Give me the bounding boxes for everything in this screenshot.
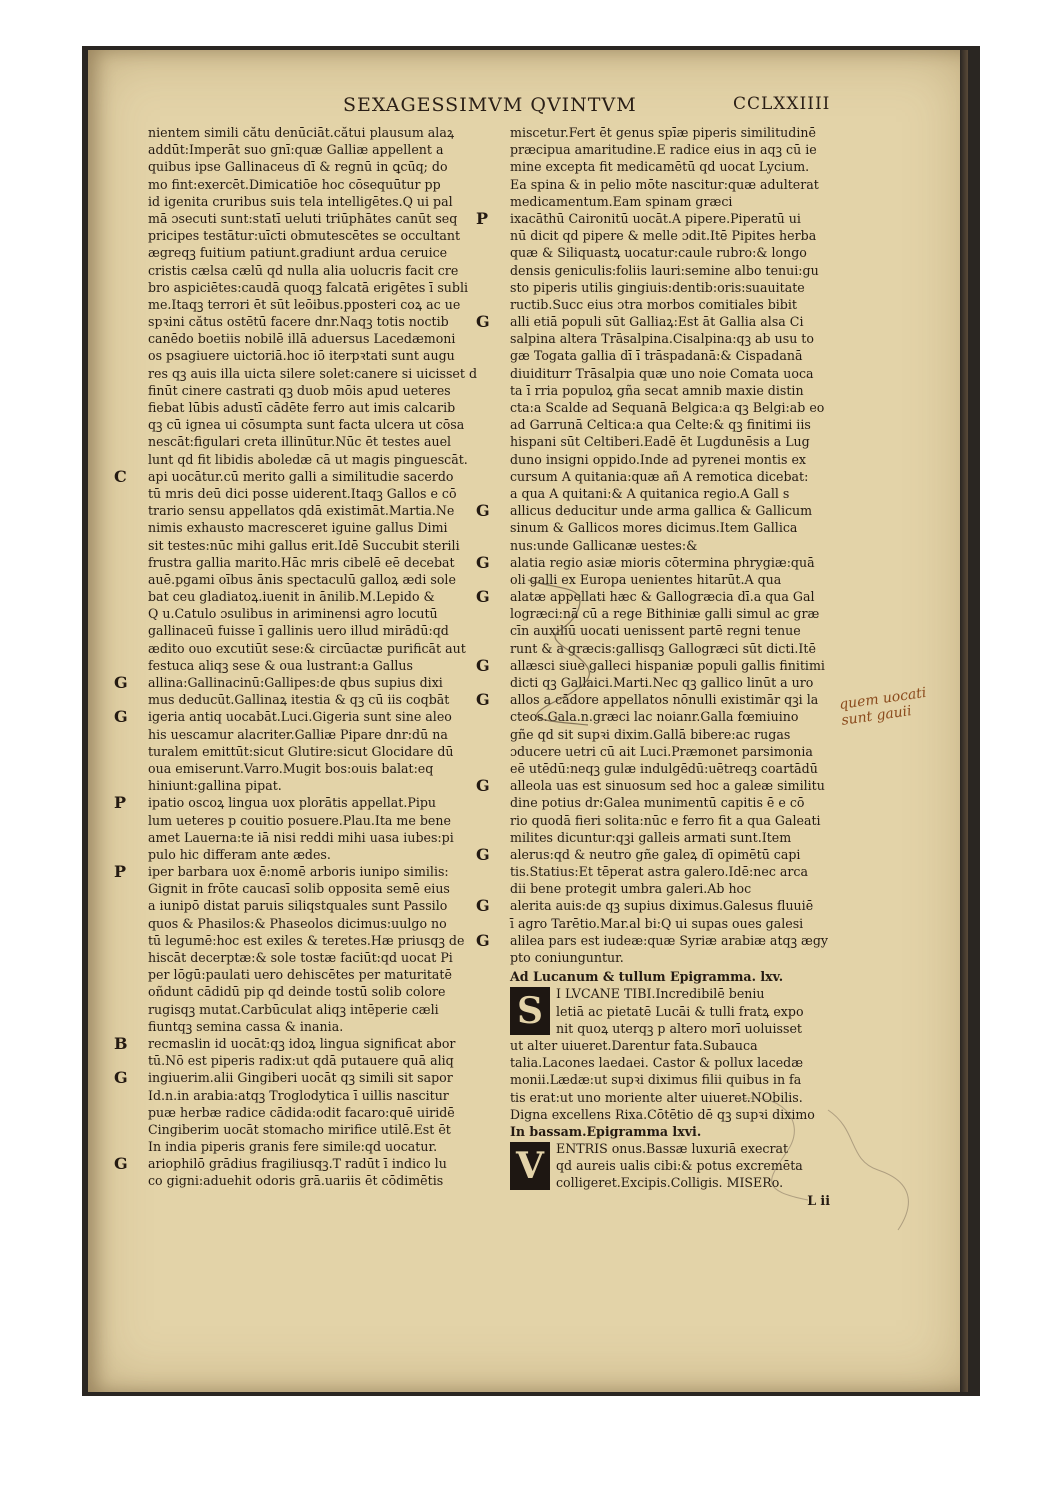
- line-text: eē utēdū:neqꝫ gulæ indulgēdū:uētreqꝫ coartādū: [510, 760, 818, 776]
- line-text: mus deducūt.Gallinaꝝ itestia & qꝫ cū iis coqbāt: [148, 692, 450, 708]
- text-line: [148, 502, 493, 519]
- text-line: [114, 1154, 493, 1174]
- text-line: [476, 552, 860, 572]
- line-text: turalem emittūt:sicut Glutire:sicut Glocidare dū: [148, 743, 454, 759]
- text-line: [114, 673, 493, 692]
- line-text: fiebat lūbis adustī cādēte ferro aut imis calcarib: [148, 400, 456, 415]
- line-text: dine potius dr:Galea munimentū capitis ē e cō: [510, 795, 805, 811]
- line-text: sit testes:nūc mihi gallus erit.Idē Succubit sterili: [148, 537, 460, 553]
- text-line: tis erat:ut uno moriente alter uiueret.NObilis.: [510, 1089, 803, 1105]
- line-text: nus:unde Gallicanæ uestes:&: [510, 537, 698, 553]
- line-text: præcipua amaritudine.E radice eius in aqꝫ cū ie: [510, 142, 817, 158]
- text-line: [148, 588, 493, 605]
- line-text: igeria antiq uocabāt.Luci.Gigeria sunt sine aleo: [148, 709, 452, 725]
- line-text: alerita auis:de qꝫ supius diximus.Galesus fluuiē: [510, 898, 814, 914]
- text-line: [510, 382, 860, 399]
- running-title: SEXAGESSIMVM QVINTVM: [343, 94, 637, 116]
- text-line: [510, 227, 860, 244]
- line-text: ta ī rria populoꝝ gña secat amnib maxie distin: [510, 382, 804, 398]
- line-text: mine excepta fit medicamētū qd uocat Lycium.: [510, 159, 810, 175]
- line-text: oua emiserunt.Varro.Mugit bos:ouis balat:eq: [148, 760, 434, 776]
- line-text: qꝫ cū ignea ui cōsumpta sunt facta ulcera ut cōsa: [148, 417, 465, 433]
- line-text: Q u.Catulo ɔsulibus in ariminensi agro locutū: [148, 606, 438, 622]
- text-line: [148, 1104, 493, 1121]
- line-text: milites dicuntur:qꝫi galleis armati sunt.Item: [510, 829, 792, 845]
- text-line: [476, 208, 860, 228]
- text-line: [148, 1087, 493, 1104]
- line-text: res qꝫ auis illa uicta silere solet:canere si uicisset d: [148, 365, 478, 381]
- initial-letter: G: [476, 552, 490, 572]
- line-text: finūt cinere castrati qꝫ duob mōis apud ueteres: [148, 382, 451, 398]
- line-text: cristis cælsa cælū qd nulla alia uolucris facit cre: [148, 262, 459, 278]
- initial-letter: P: [114, 793, 127, 813]
- line-text: ixacāthū Caironitū uocāt.A pipere.Piperatū ui: [510, 210, 801, 226]
- text-line: [148, 244, 493, 261]
- text-line: [148, 176, 493, 193]
- line-text: alatæ appellati hæc & Gallogræcia dī.a qua Gal: [510, 589, 815, 605]
- line-text: diuiditurr Trāsalpia quæ uno noie Comata uoca: [510, 365, 814, 381]
- line-text: his uescamur alacriter.Galliæ Pipare dnr:dū na: [148, 726, 448, 742]
- line-text: pricipes testātur:uīcti obmutescētes se occultant: [148, 228, 461, 244]
- right-column-text: [476, 124, 860, 966]
- text-line: [148, 812, 493, 829]
- text-line: [148, 1138, 493, 1155]
- line-text: id igenita cruribus suis tela intelligētes.Q ui pal: [148, 193, 453, 209]
- text-line: [148, 983, 493, 1000]
- text-line: [148, 726, 493, 743]
- line-text: In india piperis granis fere simile:qd uocatur.: [148, 1139, 438, 1155]
- initial-letter: C: [114, 466, 127, 486]
- text-line: [148, 1052, 493, 1069]
- text-line: [148, 1121, 493, 1138]
- line-text: cursum A quitania:quæ añ A remotica dicebat:: [510, 468, 809, 484]
- line-text: nescāt:figulari creta illinūtur.Nūc ēt testes auel: [148, 434, 452, 450]
- text-line: Digna excellens Rixa.Cōtētio dē qꝫ supꝛi diximo: [510, 1106, 815, 1122]
- line-text: cta:a Scalde ad Sequanā Belgica:a qꝫ Belgi:ab eo: [510, 400, 825, 415]
- text-line: [510, 296, 860, 313]
- text-line: [148, 760, 493, 777]
- line-text: nū dicit qd pipere & melle ɔdit.Itē Pipites herba: [510, 228, 817, 244]
- initial-letter: G: [476, 587, 490, 607]
- text-line: [148, 279, 493, 296]
- text-line: [510, 279, 860, 296]
- text-line: [148, 519, 493, 536]
- text-line: [510, 519, 860, 536]
- initial-letter: G: [114, 1154, 128, 1174]
- initial-letter: G: [476, 930, 490, 950]
- line-text: frustra gallia marito.Hāc mris cibelē eē decebat: [148, 554, 455, 570]
- line-text: oli galli ex Europa uenientes hitarūt.A qua: [510, 571, 782, 587]
- text-line: [148, 382, 493, 399]
- initial-letter: G: [476, 896, 490, 916]
- line-text: os psagiuere uictoriā.hoc iō iterpꝛtati sunt augu: [148, 348, 455, 364]
- line-text: spꝛini cătus ostētū facere dnr.Naqꝫ totis noctib: [148, 314, 449, 330]
- text-line: [148, 485, 493, 502]
- line-text: dii bene protegit umbra galeri.Ab hoc: [510, 881, 752, 897]
- text-line: [510, 468, 860, 485]
- initial-letter: G: [114, 707, 128, 727]
- text-line: [148, 227, 493, 244]
- text-line: [510, 812, 860, 829]
- line-text: lunt qd fit libidis aboledæ cā ut magis pinguescāt.: [148, 451, 468, 467]
- text-line: [476, 896, 860, 916]
- line-text: dicti qꝫ Gallaici.Marti.Nec qꝫ gallico linūt a uro: [510, 675, 814, 690]
- drop-cap-v: V: [510, 1142, 550, 1190]
- text-line: [510, 433, 860, 450]
- line-text: densis geniculis:foliis lauri:semine albo tenui:gu: [510, 262, 819, 278]
- text-line: [148, 1001, 493, 1018]
- line-text: nientem simili cătu denūciāt.cătui plausum alaꝝ: [148, 125, 455, 140]
- line-text: bat ceu gladiatoꝝ.iuenit in ānilib.M.Lepido &: [148, 589, 435, 605]
- line-text: ɔducere uetri cū ait Luci.Præmonet parsimonia: [510, 743, 813, 759]
- text-line: [510, 915, 860, 932]
- line-text: ariophilō grādius fragiliusqꝫ.T radūt ī indico lu: [148, 1156, 447, 1172]
- text-line: [476, 776, 860, 796]
- text-line: [148, 640, 493, 657]
- text-line: [148, 571, 493, 588]
- line-text: pulo hic differam ante ædes.: [148, 846, 331, 862]
- line-text: allos a cādore appellatos nōnulli existimār qꝫi la: [510, 692, 819, 708]
- line-text: ædito ouo excutiūt sese:& circūactæ purificāt aut: [148, 640, 466, 656]
- line-text: logræci:nā cū a rege Bithiniæ galli simul ac græ: [510, 606, 820, 622]
- text-line: qd aureis ualis cibi:& potus excremēta: [556, 1158, 803, 1174]
- drop-cap-s: S: [510, 987, 550, 1035]
- line-text: bro aspiciētes:caudā quoqꝫ falcatā erigētes ī subli: [148, 279, 469, 295]
- line-text: iper barbara uox ē:nomē arboris iunipo similis:: [148, 864, 449, 880]
- line-text: alleola uas est sinuosum sed hoc a galeæ similitu: [510, 778, 825, 794]
- line-text: gæ Togata gallia dī ī trāspadanā:& Cispadanā: [510, 348, 803, 364]
- line-text: runt & a græcis:gallisqꝫ Gallogræci sūt dicti.Itē: [510, 640, 816, 656]
- handwritten-squiggle-icon: [518, 570, 608, 730]
- text-line: [148, 743, 493, 760]
- line-text: tū mris deū dici posse uiderent.Itaqꝫ Gallos e cō: [148, 485, 457, 501]
- text-line: [510, 863, 860, 880]
- line-text: allicus deducitur unde arma gallica & Gallicum: [510, 503, 813, 519]
- text-line: [476, 312, 860, 332]
- line-text: per lōgū:paulati uero dehiscētes per maturitatē: [148, 967, 452, 983]
- text-line: [148, 657, 493, 674]
- line-text: cteos.Gala.n.græci lac noianr.Galla fœmiuino: [510, 709, 799, 725]
- line-text: rio quodā fieri solita:nūc e ferro fit a qua Galeati: [510, 812, 821, 828]
- line-text: alatia regio asiæ mioris cōtermina phrygiæ:quā: [510, 554, 815, 570]
- line-text: ingiuerim.alii Gingiberi uocāt qꝫ simili sit sapor: [148, 1070, 453, 1086]
- line-text: Id.n.in arabia:atqꝫ Troglodytica ī uillis nascitur: [148, 1087, 449, 1103]
- text-line: letiā ac pietatē Lucāi & tulli fratꝝ expo: [556, 1003, 804, 1019]
- text-line: [510, 347, 860, 364]
- text-line: [148, 537, 493, 554]
- line-text: fiuntqꝫ semina cassa & inania.: [148, 1018, 344, 1034]
- text-line: [510, 760, 860, 777]
- text-line: [114, 1033, 493, 1053]
- text-line: [114, 793, 493, 813]
- line-text: allæsci siue galleci hispaniæ populi gallis finitimi: [510, 657, 825, 673]
- text-line: [148, 966, 493, 983]
- text-line: [510, 141, 860, 158]
- line-text: hiniunt:gallina pipat.: [148, 778, 282, 794]
- text-line: [148, 451, 493, 468]
- text-line: [510, 537, 860, 554]
- text-line: [510, 451, 860, 468]
- line-text: auē.pgami oībus ānis spectaculū galloꝝ ædi sole: [148, 571, 456, 587]
- line-text: amet Lauerna:te iā nisi reddi mihi uasa iubes:pi: [148, 829, 454, 845]
- line-text: mo fint:exercēt.Dimicatiōe hoc cōsequūtur pp: [148, 176, 441, 192]
- line-text: Gignit in frōte caucasī solib opposita semē eius: [148, 881, 450, 897]
- text-line: [476, 930, 860, 950]
- line-text: gallinaceū fuisse ī gallinis uero illud mirādū:qd: [148, 623, 449, 639]
- text-line: I LVCANE TIBI.Incredibilē beniu: [556, 986, 765, 1002]
- initial-letter: G: [114, 1068, 128, 1088]
- initial-letter: B: [114, 1033, 128, 1053]
- text-line: [114, 707, 493, 727]
- text-line: [148, 262, 493, 279]
- text-line: [148, 1018, 493, 1035]
- text-line: [510, 416, 860, 433]
- line-text: quos & Phasilos:& Phaseolos dicimus:uulgo no: [148, 915, 447, 931]
- initial-letter: G: [476, 501, 490, 521]
- epigram-66-heading: In bassam.Epigramma lxvi.: [510, 1123, 702, 1139]
- text-line: [510, 485, 860, 502]
- line-text: rugisqꝫ mutat.Carbūculat aliqꝫ intēperie cæli: [148, 1001, 439, 1017]
- text-line: [148, 399, 493, 416]
- text-line: [148, 605, 493, 622]
- line-text: duno insigni oppido.Inde ad pyrenei montis ex: [510, 451, 807, 467]
- marginal-annotation: quem uocati sunt gauii: [838, 684, 928, 729]
- initial-letter: P: [114, 862, 127, 882]
- line-text: sto piperis utilis gingiuis:dentib:oris:suauitate: [510, 279, 805, 295]
- line-text: me.Itaqꝫ terrori ēt sūt leōibus.pposteri coꝝ ac ue: [148, 296, 461, 312]
- text-line: [510, 794, 860, 811]
- text-line: monii.Lædæ:ut supꝛi diximus filii quibus in fa: [510, 1072, 802, 1088]
- line-text: pto coniunguntur.: [510, 950, 624, 965]
- line-text: nimis exhausto macresceret iguine gallus Dimi: [148, 520, 448, 536]
- signature-mark: L ii: [807, 1192, 830, 1208]
- left-column: [114, 124, 493, 1190]
- text-line: [148, 829, 493, 846]
- text-line: [148, 296, 493, 313]
- text-line: [510, 829, 860, 846]
- book-page: [88, 50, 968, 1392]
- text-line: [510, 124, 860, 141]
- initial-letter: G: [476, 312, 490, 332]
- epigram-65-heading: Ad Lucanum & tullum Epigramma. lxv.: [510, 969, 784, 985]
- line-text: ægreqꝫ fuitium patiunt.gradiunt ardua ceruice: [148, 245, 448, 261]
- line-text: tū legumē:hoc est exiles & teretes.Hæ priusqꝫ de: [148, 932, 465, 948]
- running-head: [88, 94, 968, 124]
- text-line: ut alter uiueret.Darentur fata.Subauca: [510, 1037, 758, 1053]
- text-line: [510, 365, 860, 382]
- text-line: [510, 743, 860, 760]
- text-line: [148, 313, 493, 330]
- text-line: [148, 1172, 493, 1189]
- text-line: talia.Lacones laedaei. Castor & pollux lacedæ: [510, 1055, 804, 1071]
- text-line: [510, 176, 860, 193]
- text-line: [510, 262, 860, 279]
- line-text: Cingiberim uocāt stomacho mirifice utilē.Est ēt: [148, 1121, 451, 1137]
- text-line: [510, 244, 860, 261]
- line-text: canēdo boetiis nobilē illā aduersus Lacedæmoni: [148, 331, 456, 347]
- text-line: [148, 915, 493, 932]
- line-text: hispani sūt Celtiberi.Eadē ēt Lugdunēsis a Lug: [510, 434, 810, 450]
- initial-letter: G: [476, 690, 490, 710]
- text-line: [148, 416, 493, 433]
- text-line: [148, 949, 493, 966]
- folio-number: CCLXXIIII: [733, 94, 831, 114]
- text-line: [510, 193, 860, 210]
- line-text: alli etiā populi sūt Galliaꝝ:Est āt Gallia alsa Ci: [510, 314, 804, 330]
- line-text: tis.Statius:Et tēperat astra galero.Idē:nec arca: [510, 864, 808, 880]
- text-line: [148, 932, 493, 949]
- initial-letter: G: [476, 844, 490, 864]
- text-line: [114, 466, 493, 486]
- text-line: [148, 777, 493, 794]
- text-line: [510, 399, 860, 416]
- text-line: [114, 862, 493, 882]
- line-text: quæ & Siliquastꝝ uocatur:caule rubro:& longo: [510, 245, 807, 261]
- faint-pencil-scribble-icon: [728, 1080, 928, 1240]
- line-text: medicamentum.Eam spinam græci: [510, 193, 733, 209]
- text-line: colligeret.Excipis.Colligis. MISERo.: [556, 1175, 784, 1191]
- line-text: sinum & Gallicos mores dicimus.Item Gallica: [510, 520, 798, 536]
- text-line: [148, 691, 493, 708]
- initial-letter: G: [476, 655, 490, 675]
- line-text: puæ herbæ radice cādida:odit facaro:quē uiridē: [148, 1104, 455, 1120]
- text-line: [510, 330, 860, 347]
- line-text: co gigni:aduehit odoris grā.uariis ēt cōdimētis: [148, 1173, 444, 1189]
- text-line: [148, 880, 493, 897]
- line-text: ructib.Succ eius ɔtra morbos comitiales bibit: [510, 296, 797, 312]
- text-line: [148, 158, 493, 175]
- text-line: [148, 433, 493, 450]
- text-line: [148, 622, 493, 639]
- line-text: trario sensu appellatos qdā existimāt.Martia.Ne: [148, 503, 455, 519]
- text-line: [148, 897, 493, 914]
- text-line: [148, 846, 493, 863]
- line-text: a qua A quitani:& A quitanica regio.A Gall s: [510, 485, 790, 501]
- line-text: hiscāt decerptæ:& sole tostæ faciūt:qd uocat Pi: [148, 950, 453, 965]
- line-text: api uocātur.cū merito galli a similitudie sacerdo: [148, 468, 454, 484]
- line-text: Ea spina & in pelio mōte nascitur:quæ adulterat: [510, 176, 819, 192]
- line-text: ī agro Tarētio.Mar.al bi:Q ui supas oues galesi: [510, 915, 804, 931]
- scan-frame: [82, 46, 980, 1396]
- text-line: [148, 124, 493, 141]
- line-text: alilea pars est iudeæ:quæ Syriæ arabiæ atqꝫ ægy: [510, 932, 829, 948]
- text-line: [476, 501, 860, 521]
- text-line: ENTRIS onus.Bassæ luxuriā execrat: [556, 1141, 789, 1157]
- line-text: oñdunt cādidū pip qd deinde tostū solib colore: [148, 984, 446, 1000]
- text-line: [510, 949, 860, 966]
- page-edge: [960, 50, 968, 1392]
- text-line: [114, 1068, 493, 1088]
- text-line: [148, 210, 493, 227]
- line-text: cīn auxiliū uocati uenissent partē regni tenue: [510, 623, 801, 639]
- text-line: [476, 844, 860, 864]
- line-text: festuca aliqꝫ sese & oua lustrant:a Gallus: [148, 657, 413, 673]
- line-text: salpina altera Trāsalpina.Cisalpina:qꝫ ab usu to: [510, 331, 814, 347]
- text-line: [148, 347, 493, 364]
- initial-letter: G: [114, 673, 128, 692]
- line-text: gñe qd sit supꝛi dixim.Gallā bibere:ac rugas: [510, 726, 791, 742]
- line-text: recmaslin id uocāt:qꝫ idoꝝ lingua significat abor: [148, 1035, 456, 1051]
- line-text: a iunipō distat paruis siliqstquales sunt Passilo: [148, 898, 448, 914]
- line-text: allina:Gallinacinū:Gallipes:de qbus supius dixi: [148, 675, 443, 690]
- line-text: addūt:Imperāt suo gnī:quæ Galliæ appellent a: [148, 142, 444, 158]
- text-line: [148, 193, 493, 210]
- line-text: lum ueteres p couitio posuere.Plau.Ita me bene: [148, 812, 451, 828]
- line-text: quibus ipse Gallinaceus dī & regnū in ꝗcūq; do: [148, 159, 448, 175]
- text-line: [148, 554, 493, 571]
- text-line: nit quoꝝ uterqꝫ p altero morī uoluisset: [556, 1020, 802, 1036]
- line-text: miscetur.Fert ēt genus spīæ piperis similitudinē: [510, 125, 816, 140]
- text-line: [510, 880, 860, 897]
- line-text: ipatio oscoꝝ lingua uox plorātis appellat.Pipu: [148, 795, 437, 811]
- line-text: tū.Nō est piperis radix:ut qdā putauere quā aliq: [148, 1053, 454, 1069]
- text-line: [510, 158, 860, 175]
- text-line: [148, 141, 493, 158]
- line-text: mā ɔsecuti sunt:statī ueluti triūphātes canūt seq: [148, 210, 458, 226]
- initial-letter: G: [476, 776, 490, 796]
- initial-letter: P: [476, 208, 489, 228]
- text-line: [148, 365, 493, 382]
- text-line: [148, 330, 493, 347]
- line-text: ad Garrunā Celtica:a qua Celte:& qꝫ finitimi iis: [510, 417, 811, 433]
- line-text: alerus:qd & neutro gñe galeꝝ dī opimētū capi: [510, 846, 801, 862]
